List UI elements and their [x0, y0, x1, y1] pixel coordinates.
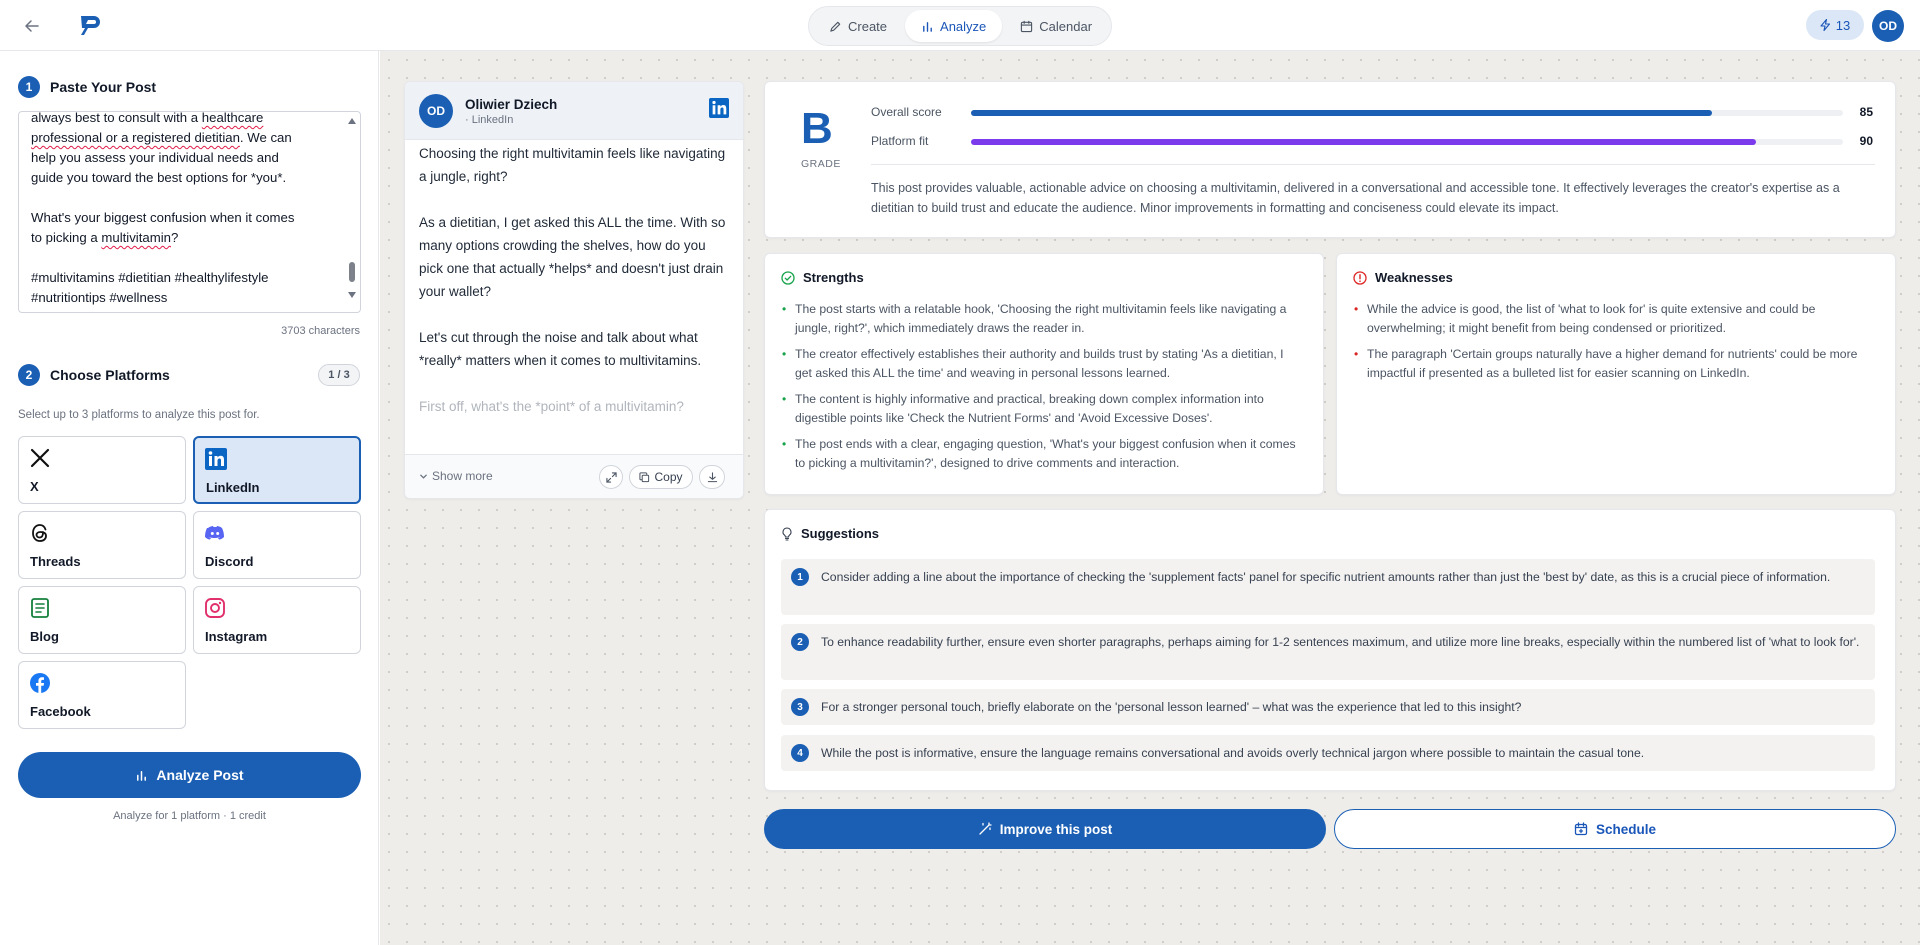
- suggestion-number: 3: [791, 698, 809, 716]
- threads-logo-icon: [29, 522, 51, 544]
- platform-threads-label: Threads: [30, 554, 81, 569]
- weaknesses-list: [1353, 300, 1873, 390]
- credits-badge[interactable]: [1806, 10, 1864, 40]
- strengths-card: [764, 253, 1324, 495]
- linkedin-logo-icon: [205, 448, 227, 470]
- strength-item: • The post ends with a clear, engaging question, 'What's your biggest confusion when it comes to picking a multivitamin?', designed to drive comments and interaction.: [781, 435, 1301, 473]
- suggestion-text: Consider adding a line about the importance of checking the 'supplement facts' panel for specific nutrient amounts rather than just the 'best by' date, as this is a crucial piece of information.: [821, 570, 1831, 584]
- textarea-scrollbar[interactable]: [346, 114, 358, 310]
- post-preview-card: [404, 81, 744, 499]
- platform-instagram-label: Instagram: [205, 629, 268, 644]
- pencil-icon: [829, 20, 842, 33]
- platform-x[interactable]: [18, 436, 186, 504]
- overall-score-value: 85: [1859, 105, 1873, 119]
- back-button[interactable]: [20, 14, 44, 38]
- app-logo[interactable]: [78, 12, 104, 38]
- platform-fit-fill: [971, 139, 1756, 145]
- arrow-left-icon: [24, 18, 40, 34]
- suggestion-text: For a stronger personal touch, briefly elaborate on the 'personal lesson learned' – what was the experience that led to this insight?: [821, 700, 1522, 714]
- platform-linkedin-label: LinkedIn: [206, 480, 260, 495]
- preview-paragraph: As a dietitian, I get asked this ALL the time. With so many options crowding the shelves, how do you pick one that actually *helps* and doesn't just drain your wallet?: [419, 215, 726, 299]
- alert-circle-icon: [1353, 271, 1367, 285]
- strengths-header: [781, 270, 864, 285]
- magic-wand-icon: [978, 822, 992, 836]
- left-panel: [0, 51, 379, 945]
- book-icon: [29, 597, 51, 619]
- grade-letter: B: [801, 104, 833, 153]
- post-textarea[interactable]: [18, 111, 361, 313]
- instagram-logo-icon: [204, 597, 226, 619]
- analyze-post-button[interactable]: [18, 752, 361, 798]
- step1-header: [18, 76, 156, 98]
- schedule-button[interactable]: [1334, 809, 1896, 849]
- step1-title: Paste Your Post: [50, 79, 157, 95]
- platform-counter: 1 / 3: [318, 364, 360, 386]
- credits-count: 13: [1835, 17, 1851, 33]
- facebook-logo-icon: [29, 672, 51, 694]
- step2-title: Choose Platforms: [50, 367, 170, 383]
- suggestion-item: [781, 624, 1875, 680]
- platform-blog[interactable]: [18, 586, 186, 654]
- x-logo-icon: [29, 447, 51, 469]
- show-more-label: Show more: [432, 469, 493, 483]
- strength-item: • The creator effectively establishes their authority and builds trust by stating 'As a dietitian, I get asked this ALL the time' and weaving in personal lessons learned.: [781, 345, 1301, 383]
- strength-item: • The content is highly informative and practical, breaking down complex information into digestible points like 'Check the Nutrient Forms' and 'Avoid Excessive Doses'.: [781, 390, 1301, 428]
- suggestion-item: [781, 689, 1875, 725]
- analyze-note: Analyze for 1 platform · 1 credit: [113, 810, 266, 822]
- linkedin-logo-icon: [709, 98, 729, 118]
- preview-footer: [405, 454, 743, 499]
- suggestion-number: 2: [791, 633, 809, 651]
- suggestion-text: To enhance readability further, ensure even shorter paragraphs, perhaps aiming for 1-2 sentences maximum, and utilize more line breaks, especially within the numbered list of 'what to look for'.: [821, 635, 1860, 649]
- bar-chart-icon: [135, 769, 148, 782]
- platform-fit-label: Platform fit: [871, 134, 929, 148]
- main-nav: [808, 6, 1112, 46]
- improve-post-button[interactable]: [764, 809, 1326, 849]
- weaknesses-card: [1336, 253, 1896, 495]
- platform-threads[interactable]: [18, 511, 186, 579]
- weakness-item: • While the advice is good, the list of 'what to look for' is quite extensive and could be overwhelming; it might benefit from being condensed or prioritized.: [1353, 300, 1873, 338]
- tab-analyze[interactable]: [905, 10, 1002, 42]
- weaknesses-title: Weaknesses: [1375, 270, 1453, 285]
- platforms-hint: Select up to 3 platforms to analyze this post for.: [18, 409, 260, 421]
- grade-label: GRADE: [801, 158, 841, 170]
- tab-calendar-label: Calendar: [1039, 18, 1093, 34]
- suggestion-number: 1: [791, 568, 809, 586]
- suggestion-text: While the post is informative, ensure the language remains conversational and avoids overly technical jargon where possible to maintain the casual tone.: [821, 746, 1645, 760]
- bar-chart-icon: [921, 20, 934, 33]
- analyze-post-label: Analyze Post: [156, 767, 244, 783]
- post-text-content: always best to consult with a healthcare professional or a registered dietitian. We can help you assess your individual needs and guide you toward the best options for *you*. What's your biggest confusion when it comes to picking a multivitamin? #multivitamins #dietitian #healthylifestyle #nutritiontips #wellness: [31, 111, 295, 305]
- score-summary: This post provides valuable, actionable advice on choosing a multivitamin, delivered in a conversational and accessible tone. It effectively leverages the creator's expertise as a dietitian to build trust and educate the audience. Minor improvements in formatting and conciseness could elevate its impact.: [871, 181, 1840, 215]
- overall-score-label: Overall score: [871, 105, 942, 119]
- calendar-plus-icon: [1574, 822, 1588, 836]
- download-button[interactable]: [699, 465, 725, 489]
- schedule-label: Schedule: [1595, 821, 1657, 837]
- calendar-icon: [1020, 20, 1033, 33]
- preview-platform-label: · LinkedIn: [465, 114, 514, 126]
- user-avatar[interactable]: OD: [1872, 10, 1904, 42]
- weaknesses-header: [1353, 270, 1453, 285]
- platform-linkedin[interactable]: [193, 436, 361, 504]
- platform-facebook[interactable]: [18, 661, 186, 729]
- tab-calendar[interactable]: [1004, 10, 1108, 42]
- preview-header: [405, 82, 743, 140]
- preview-paragraph: Let's cut through the noise and talk about what *really* matters when it comes to multivitamins.: [419, 330, 702, 368]
- platform-fit-bar: [971, 139, 1843, 145]
- strength-item: • The post starts with a relatable hook, 'Choosing the right multivitamin feels like navigating a jungle, right?', which immediately draws the reader in.: [781, 300, 1301, 338]
- platform-fit-value: 90: [1859, 134, 1873, 148]
- expand-button[interactable]: [599, 465, 623, 489]
- preview-avatar: OD: [419, 94, 453, 128]
- char-count: 3703 characters: [281, 325, 360, 337]
- platform-instagram[interactable]: [193, 586, 361, 654]
- tab-create-label: Create: [848, 18, 888, 34]
- platform-discord[interactable]: [193, 511, 361, 579]
- tab-analyze-label: Analyze: [940, 18, 987, 34]
- copy-icon: [639, 472, 650, 483]
- tab-create[interactable]: [813, 10, 903, 42]
- suggestion-item: [781, 735, 1875, 771]
- platform-blog-label: Blog: [30, 629, 59, 644]
- platform-facebook-label: Facebook: [30, 704, 91, 719]
- suggestions-card: [764, 509, 1896, 791]
- weakness-item: • The paragraph 'Certain groups naturally have a higher demand for nutrients' could be more impactful if presented as a bulleted list for easier scanning on LinkedIn.: [1353, 345, 1873, 383]
- copy-button[interactable]: [629, 465, 693, 489]
- suggestions-title: Suggestions: [801, 526, 880, 541]
- preview-body: [419, 142, 729, 441]
- preview-paragraph: Choosing the right multivitamin feels like navigating a jungle, right?: [419, 146, 726, 184]
- lightbulb-icon: [781, 527, 793, 541]
- top-header: [0, 0, 1920, 51]
- score-divider: [871, 164, 1875, 165]
- preview-paragraph-faded: First off, what's the *point* of a multivitamin?: [419, 399, 684, 414]
- step2-header: [18, 364, 170, 386]
- score-card: [764, 81, 1896, 238]
- preview-author-name: Oliwier Dziech: [465, 97, 558, 112]
- check-circle-icon: [781, 271, 795, 285]
- strengths-title: Strengths: [803, 270, 864, 285]
- platform-discord-label: Discord: [205, 554, 254, 569]
- discord-logo-icon: [204, 522, 226, 544]
- improve-post-label: Improve this post: [999, 821, 1113, 837]
- overall-score-fill: [971, 110, 1712, 116]
- suggestion-item: [781, 559, 1875, 615]
- suggestions-header: [781, 526, 879, 541]
- step2-number: 2: [18, 364, 40, 386]
- copy-label: Copy: [654, 470, 683, 484]
- strengths-list: [781, 300, 1301, 480]
- show-more-button[interactable]: [419, 469, 493, 483]
- platform-x-label: X: [30, 479, 39, 494]
- suggestion-number: 4: [791, 744, 809, 762]
- expand-icon: [606, 472, 617, 483]
- lightning-icon: [1820, 19, 1831, 31]
- step1-number: 1: [18, 76, 40, 98]
- overall-score-bar: [971, 110, 1843, 116]
- chevron-down-icon: [419, 472, 428, 481]
- download-icon: [707, 472, 718, 483]
